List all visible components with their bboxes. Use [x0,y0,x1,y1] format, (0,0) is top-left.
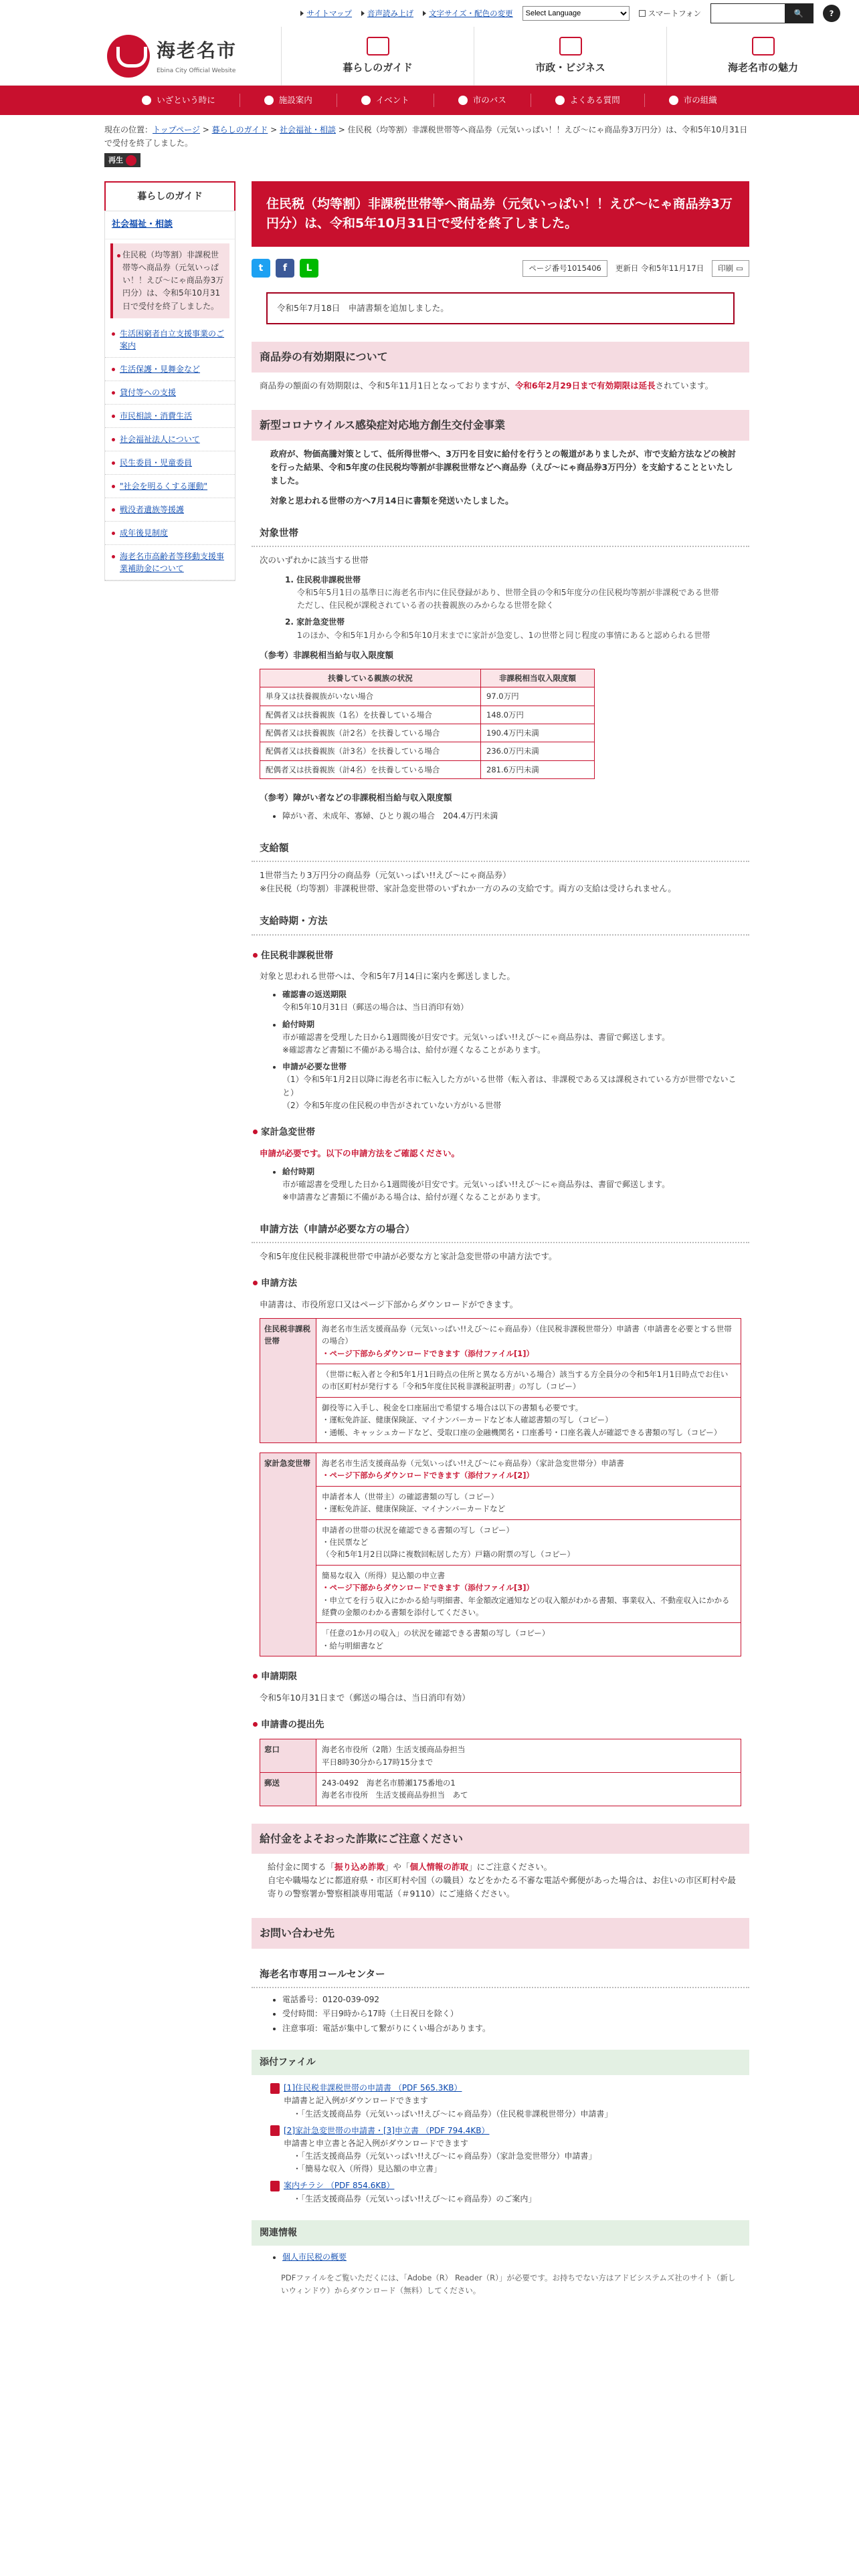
printer-icon: ▭ [736,263,743,274]
pdf-icon [270,2083,280,2094]
subnav-bus[interactable]: 市のバス [434,94,531,107]
table-row: 配偶者又は扶養親族（計3名）を扶養している場合 236.0万円未満 [260,742,595,760]
readspeaker-button[interactable]: 再生 [104,153,140,168]
phone-icon [639,10,646,17]
table-row: 配偶者又は扶養親族（1名）を扶養している場合 148.0万円 [260,706,595,724]
sidebar-category[interactable]: 社会福祉・相談 [105,211,235,239]
sidebar-item[interactable]: 生活困窮者自立支援事業のご案内 [105,322,235,358]
heading-apply: 申請方法（申請が必要な方の場合） [252,1218,749,1243]
smartphone-toggle[interactable]: スマートフォン [639,7,701,19]
bc-top[interactable]: トップページ [153,125,200,134]
sub-nav [0,86,859,115]
file-link-3[interactable]: 案内チラシ （PDF 854.6KB） [284,2181,395,2191]
gnav-city-charm[interactable]: 海老名市の魅力 [666,27,859,86]
twitter-icon[interactable]: t [252,259,270,278]
building-icon [559,37,582,56]
heading-validity: 商品券の有効期限について [252,342,749,372]
table-row: 単身又は扶養親族がいない場合 97.0万円 [260,687,595,706]
heading-related: 関連情報 [252,2220,749,2246]
pdf-icon [270,2181,280,2191]
alert-icon [142,96,151,105]
sidebar-item[interactable]: 民生委員・児童委員 [105,451,235,475]
file-link-1[interactable]: [1]住民税非課税世帯の申請書 （PDF 565.3KB） [284,2083,462,2093]
facility-icon [264,96,274,105]
sidebar-item[interactable]: 社会福祉法人について [105,428,235,451]
sidebar-item[interactable]: 成年後見制度 [105,522,235,545]
main-content: 住民税（均等割）非課税世帯等へ商品券（元気いっぱい！！えび〜にゃ商品券3万円分）は、令和5年10月31日で受付を終了しました。 t f L ページ番号1015406 更新日 令和5年11月17日 印刷 ▭ 令和5年7月18日 申請書類を追加しました。 商品券の有効期限について 商品券の額面の有効期限は、令和5年11月1日となっておりますが、令和6年2月29日まで有効期限は延長されています。 新型コロナウイルス感染症対応地方創生交付金事業 政府が、物価高騰対策として、低所得世帯へ、3万円を目安に給付を行うとの報道がありましたが、市で支給方法などの検討を行った結果、令和5年度の住民税均等割が非課税世帯などへ商品券（えび〜にゃ商品券3万円分）を支給することといたしました。 対象と思われる世帯の方へ7月14日に書類を発送いたしました。 対象世帯 次のいずれかに該当する世帯 1. 住民税非課税世帯 令和5年5月1日の基準日に海老名市内に住民登録があり、世帯全員の令和5年度分の住民税均等割が非課税である世帯 ただし、住民税が課税されている者の扶養親族のみからなる世帯を除く 2. 家計急変世帯 1のほか、令和5年1月から令和5年10月末までに家計が急変し、1の世帯と同じ程度の事情にあると認められる世帯 （参考）非課税相当給与収入限度額 扶養している親族の状況 非課税相当収入限度額 単身又は扶養親族がいない場合 97.0万円 配偶者又は扶養親族（1名）を扶養している場合 148.0万円 配偶者又は扶養親族（計2名）を扶養している場合 190.4万円未満 配偶者又は扶養親族（計3名）を扶養している場合 236.0万円未満 配偶者又は扶養親族（計4名）を扶養している場合 281.6万円未満 （参考）障がい者などの非課税相当給与収入限度額 • 障がい者、未成年、寡婦、ひとり親の場合 204.4万円未満 支給額 1世帯当たり3万円分の商品券（元気いっぱい!!えび〜にゃ商品券） ※住民税（均等割）非課税世帯、家計急変世帯のいずれか一方のみの支給です。両方の支給は受けられません。 支給時期・方法 住民税非課税世帯 対象と思われる世帯へは、令和5年7月14日に案内を郵送しました。 • 確認書の返送期限 令和5年10月31日（郵送の場合は、当日消印有効） • 給付時期 市が確認書を受理した日から1週間後が目安です。元気いっぱい!!えび〜にゃ商品券は、書留で郵送します。 ※確認書など書類に不備がある場合は、給付が遅くなることがあります。 • 申請が必要な世帯 （1）令和5年1月2日以降に海老名市に転入した方がいる世帯（転入者は、非課税である又は課税されている方が世帯でないこと） （2）令和5年度の住民税の申告がされていない方がいる世帯 家計急変世帯 申請が必要です。以下の申請方法をご確認ください。 • 給付時期 市が確認書を受理した日から1週間後が目安です。元気いっぱい!!えび〜にゃ商品券は、書留で郵送します。 ※申請書など書類に不備がある場合は、給付が遅くなることがあります。 申請方法（申請が必要な方の場合） 令和5年度住民税非課税世帯で申請が必要な方と家計急変世帯の申請方法です。 申請方法 申請書は、市役所窓口又はページ下部からダウンロードができます。 住民税非課税世帯 海老名市生活支援商品券（元気いっぱい!!えび〜にゃ商品券）（住民税非課税世帯分）申請書（申請書を必要とする世帯の場合） ・ページ下部からダウンロードできます（添付ファイル[1]） （世帯に転入者と令和5年1月1日時点の住所と異なる方がいる場合）該当する方全員分の令和5年1月1日時点でお住いの市区町村が発行する「令和5年度住民税非課税証明書」の写し（コピー） 御役等に入手し、税金を口座届出で希望する場合は以下の書類も必要です。 ・運転免許証、健康保険証、マイナンバーカードなど本人確認書類の写し（コピー） ・通帳、キャッシュカードなど、受取口座の金融機関名・口座番号・口座名義人が確認できる書類の写し（コピー） 家計急変世帯 海老名市生活支援商品券（元気いっぱい!!えび〜にゃ商品券）（家計急変世帯分）申請書 ・ページ下部からダウンロードできます（添付ファイル[2]） 申請者本人（世帯主）の確認書類の写し（コピー） ・運転免許証、健康保険証、マイナンバーカードなど 申請者の世帯の状況を確認できる書類の写し（コピー） ・住民票など （令和5年1月2日以降に複数回転居した方）戸籍の附票の写し（コピー） 簡易な収入（所得）見込額の申立書 ・ページ下部からダウンロードできます（添付ファイル[3]） ・申立てを行う収入にかかる給与明細書、年金額改定通知などの収入額がわかる書類、事業収入、不動産収入にかかる経費の金額のわかる書類を添付してください。 「任意の1か月の収入」の状況を確認できる書類の写し（コピー） ・給与明細書など 申請期限 令和5年10月31日まで（郵送の場合は、当日消印有効） 申請書の提出先 窓口 海老名市役所（2階）生活支援商品券担当 平日8時30分から17時15分まで 郵送 243-0492 海老名市勝瀬175番地の1 海老名市役所 生活支援商品券担当 あて 給付金をよそおった詐欺にご注意ください 給付金に関する「振り込め詐欺」や「個人情報の詐取」にご注意ください。 自宅や職場などに都道府県・市区町村や国（の職員）などをかたる不審な電話や郵便があった場合は、お住いの市区町村や最寄りの警察署か警察相談専用電話（＃9110）にご連絡ください。 お問い合わせ先 海老名市専用コールセンター • 電話番号：0120-039-092 • 受付時間：平日9時から17時（土日祝日を除く） • 注意事項：電話が集中して繋がりにくい場合があります。 添付ファイル [1]住民税非課税世帯の申請書 （PDF 565.3KB） 申請書と記入例がダウンロードできます ・「生活支援商品券（元気いっぱい!!えび〜にゃ商品券）（住民税非課税世帯分）申請書」 [2]家計急変世帯の申請書・[3]申立書 （PDF 794.4KB） 申請書と申立書と各記入例がダウンロードできます ・「生活支援商品券（元気いっぱい!!えび〜にゃ商品券）（家計急変世帯分）申請書」 ・「簡易な収入（所得）見込額の申立書」 案内チラシ （PDF 854.6KB） ・「生活支援商品券（元気いっぱい!!えび〜にゃ商品券）のご案内」 関連情報 • 個人市民税の概要 PDFファイルをご覧いただくには、「Adobe（R） Reader（R）」が必要です。お持ちでない方はアドビシステムズ社のサイト（新しいウィンドウ）からダウンロード（無料）してください。 [252,181,749,2297]
bus-icon [458,96,468,105]
income-limit-table: 扶養している親族の状況 非課税相当収入限度額 単身又は扶養親族がいない場合 97.0万円 配偶者又は扶養親族（1名）を扶養している場合 148.0万円 配偶者又は扶養親族（計2名）を扶養している場合 190.4万円未満 配偶者又は扶養親族（計3名）を扶養している場合 236.0万円未満 配偶者又は扶養親族（計4名）を扶養している場合 281.6万円未満 [260,669,595,779]
question-icon [555,96,565,105]
subnav-events[interactable]: イベント [337,94,434,107]
search-input[interactable] [711,4,785,23]
sidebar-heading: 暮らしのガイド [104,181,235,211]
subnav-facilities[interactable]: 施設案内 [240,94,337,107]
fontsize-link[interactable]: 文字サイズ・配色の変更 [423,7,513,19]
sidebar-item[interactable]: 戦没者遺族等援護 [105,498,235,522]
heading-contact: お問い合わせ先 [252,1918,749,1949]
city-emblem-icon [107,35,150,78]
heading-amount: 支給額 [252,837,749,862]
page-title: 住民税（均等割）非課税世帯等へ商品券（元気いっぱい！！えび〜にゃ商品券3万円分）は、令和5年10月31日で受付を終了しました。 [252,181,749,247]
sitemap-link[interactable]: サイトマップ [300,7,352,19]
pdf-icon [270,2125,280,2136]
table-row: 配偶者又は扶養親族（計2名）を扶養している場合 190.4万円未満 [260,724,595,742]
sidebar-item[interactable]: 海老名市高齢者等移動支援事業補助金について [105,545,235,580]
update-notice: 令和5年7月18日 申請書類を追加しました。 [266,292,735,324]
file-link-2[interactable]: [2]家計急変世帯の申請書・[3]申立書 （PDF 794.4KB） [284,2125,490,2135]
table-row: 配偶者又は扶養親族（計4名）を扶養している場合 281.6万円未満 [260,760,595,778]
subnav-emergency[interactable]: いざという時に [118,94,240,107]
subnav-faq[interactable]: よくある質問 [531,94,645,107]
sidebar-item[interactable]: 市民相談・消費生活 [105,405,235,428]
share-bar [252,256,749,280]
bc-welfare[interactable]: 社会福祉・相談 [279,125,336,134]
updated-date: 更新日 令和5年11月17日 [615,263,704,274]
file-list: [1]住民税非課税世帯の申請書 （PDF 565.3KB） 申請書と記入例がダウンロードできます ・「生活支援商品券（元気いっぱい!!えび〜にゃ商品券）（住民税非課税世帯分）申請書」 [2]家計急変世帯の申請書・[3]申立書 （PDF 794.4KB） 申請書と申立書と各記入例がダウンロードできます ・「生活支援商品券（元気いっぱい!!えび〜にゃ商品券）（家計急変世帯分）申請書」 ・「簡易な収入（所得）見込額の申立書」 案内チラシ （PDF 854.6KB） ・「生活支援商品券（元気いっぱい!!えび〜にゃ商品券）のご案内」 [252,2075,749,2206]
submit-table: 窓口 海老名市役所（2階）生活支援商品券担当 平日8時30分から17時15分まで 郵送 243-0492 海老名市勝瀬175番地の1 海老名市役所 生活支援商品券担当 あて [260,1739,741,1806]
bc-living[interactable]: 暮らしのガイド [211,125,268,134]
home-icon [367,37,389,56]
subnav-organization[interactable]: 市の組織 [645,94,741,107]
line-icon[interactable]: L [300,259,318,278]
heading-fraud: 給付金をよそおった詐欺にご注意ください [252,1824,749,1854]
site-logo[interactable]: 海老名市 Ebina City Official Website [0,35,281,78]
target-list: 1. 住民税非課税世帯 令和5年5月1日の基準日に海老名市内に住民登録があり、世帯全員の令和5年度分の住民税均等割が非課税である世帯 ただし、住民税が課税されている者の扶養親族のみからなる世帯を除く 2. 家計急変世帯 1のほか、令和5年1月から令和5年10月末までに家計が急変し、1の世帯と同じ程度の事情にあると認められる世帯 [285,574,719,640]
sidebar-item[interactable]: 貸付等への支援 [105,381,235,405]
utility-bar [0,0,859,27]
site-header [0,27,859,86]
help-button[interactable]: ? [823,5,840,22]
grant-text: 政府が、物価高騰対策として、低所得世帯へ、3万円を目安に給付を行うとの報道がありましたが、市で支給方法などの検討を行った結果、令和5年度の住民税均等割が非課税世帯などへ商品券（えび〜にゃ商品券3万円分）を支給することといたしました。 [270,448,736,486]
timing-list: • 確認書の返送期限 令和5年10月31日（郵送の場合は、当日消印有効） • 給付時期 市が確認書を受理した日から1週間後が目安です。元気いっぱい!!えび〜にゃ商品券は、書留で郵送します。 ※確認書など書類に不備がある場合は、給付が遅くなることがあります。 • 申請が必要な世帯 （1）令和5年1月2日以降に海老名市に転入した方がいる世帯（転入者は、非課税である又は課税されている方が世帯でないこと） （2）令和5年度の住民税の申告がされていない方がいる世帯 [252,983,749,1112]
facebook-icon[interactable]: f [276,259,294,278]
reader-link[interactable]: 音声読み上げ [361,7,413,19]
grant-text-2: 対象と思われる世帯の方へ7月14日に書類を発送いたしました。 [270,495,514,506]
global-nav [281,27,859,86]
sidebar [104,181,235,2297]
heading-covid-grant: 新型コロナウイルス感染症対応地方創生交付金事業 [252,410,749,441]
page-id: ページ番号1015406 [522,260,607,276]
pdf-note: PDFファイルをご覧いただくには、「Adobe（R） Reader（R）」が必要です。お持ちでない方はアドビシステムズ社のサイト（新しいウィンドウ）からダウンロード（無料）してください。 [281,2273,736,2295]
heading-target: 対象世帯 [252,522,749,547]
heading-timing: 支給時期・方法 [252,910,749,935]
gnav-living-guide[interactable]: 暮らしのガイド [281,27,474,86]
play-icon [126,155,136,166]
contact-list: • 電話番号：0120-039-092 • 受付時間：平日9時から17時（土日祝日を除く） • 注意事項：電話が集中して繋がりにくい場合があります。 [252,1988,749,2035]
sidebar-item[interactable]: 生活保護・見舞金など [105,358,235,381]
apply-table-sudden: 家計急変世帯 海老名市生活支援商品券（元気いっぱい!!えび〜にゃ商品券）（家計急変世帯分）申請書 ・ページ下部からダウンロードできます（添付ファイル[2]） 申請者本人（世帯主）の確認書類の写し（コピー） ・運転免許証、健康保険証、マイナンバーカードなど 申請者の世帯の状況を確認できる書類の写し（コピー） ・住民票など （令和5年1月2日以降に複数回転居した方）戸籍の附票の写し（コピー） 簡易な収入（所得）見込額の申立書 ・ページ下部からダウンロードできます（添付ファイル[3]） ・申立てを行う収入にかかる給与明細書、年金額改定通知などの収入額がわかる書類、事業収入、不動産収入にかかる経費の金額のわかる書類を添付してください。 「任意の1か月の収入」の状況を確認できる書類の写し（コピー） ・給与明細書など [260,1453,741,1656]
site-search [710,3,814,23]
related-link[interactable]: 個人市民税の概要 [282,2252,347,2262]
search-button[interactable]: 🔍 [785,4,813,23]
breadcrumb: 現在の位置：トップページ > 暮らしのガイド > 社会福祉・相談 > 住民税（均等割）非課税世帯等へ商品券（元気いっぱい！！えび〜にゃ商品券3万円分）は、令和5年10月31日で受付を終了しました。 [104,125,748,148]
org-icon [669,96,678,105]
language-select[interactable] [522,6,630,21]
calendar-icon [361,96,371,105]
heading-attachments: 添付ファイル [252,2050,749,2075]
apply-table-nontax: 住民税非課税世帯 海老名市生活支援商品券（元気いっぱい!!えび〜にゃ商品券）（住民税非課税世帯分）申請書（申請書を必要とする世帯の場合） ・ページ下部からダウンロードできます（添付ファイル[1]） （世帯に転入者と令和5年1月1日時点の住所と異なる方がいる場合）該当する方全員分の令和5年1月1日時点でお住いの市区町村が発行する「令和5年度住民税非課税証明書」の写し（コピー） 御役等に入手し、税金を口座届出で希望する場合は以下の書類も必要です。 ・運転免許証、健康保険証、マイナンバーカードなど本人確認書類の写し（コピー） ・通帳、キャッシュカードなど、受取口座の金融機関名・口座番号・口座名義人が確認できる書類の写し（コピー） [260,1318,741,1443]
sidebar-item[interactable]: "社会を明るくする運動" [105,475,235,498]
sidebar-current: 住民税（均等割）非課税世帯等へ商品券（元気いっぱい！！えび〜にゃ商品券3万円分）は、令和5年10月31日で受付を終了しました。 [110,243,229,318]
validity-text: 商品券の額面の有効期限は、令和5年11月1日となっておりますが、令和6年2月29日まで有効期限は延長されています。 [260,381,714,391]
print-button[interactable]: 印刷 ▭ [712,260,749,276]
gnav-city-business[interactable]: 市政・ビジネス [474,27,666,86]
mascot-icon [752,37,775,56]
